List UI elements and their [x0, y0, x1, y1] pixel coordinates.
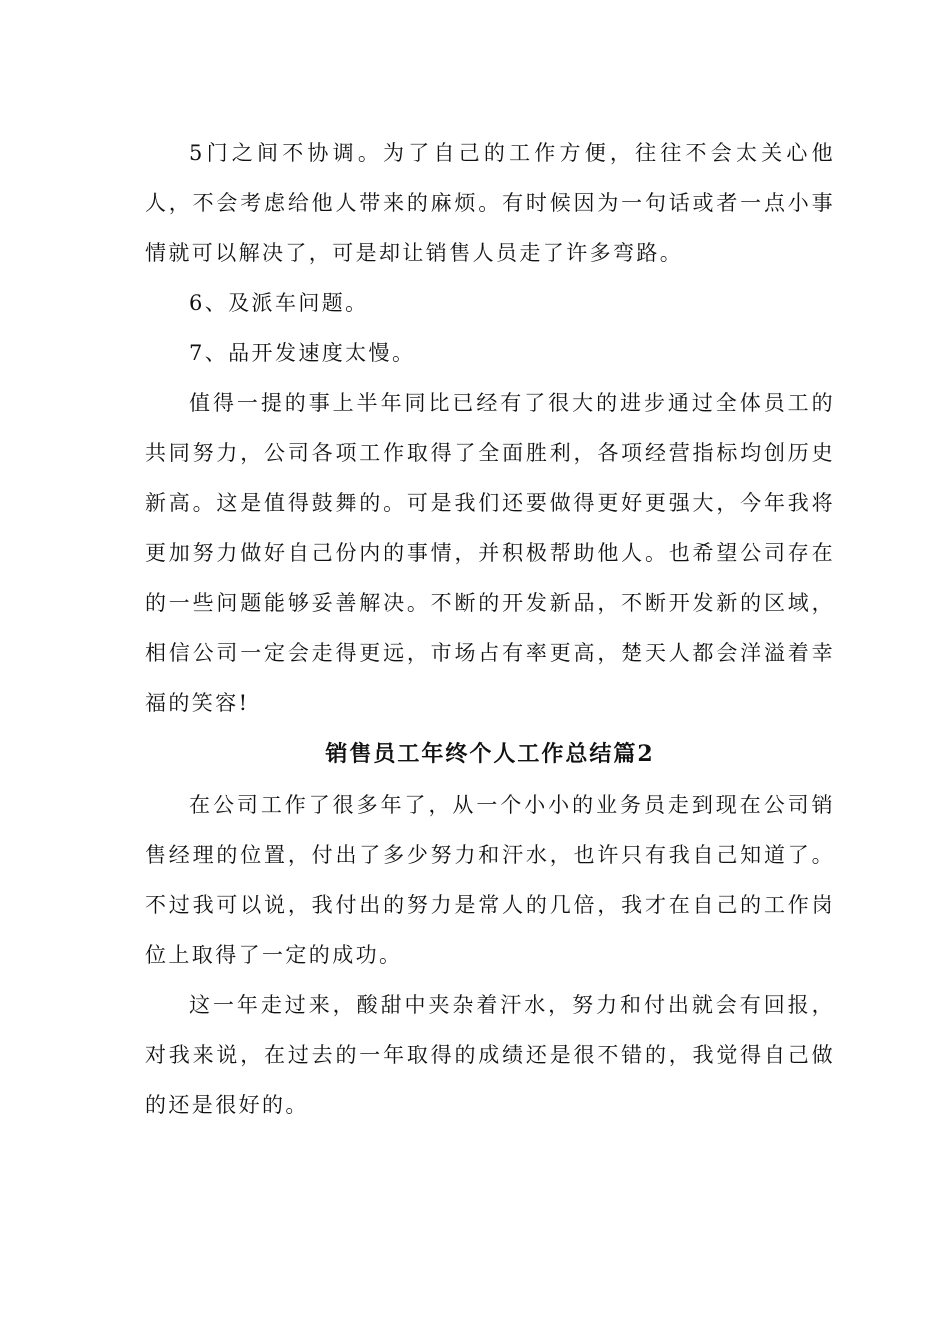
paragraph-progress: 值得一提的事上半年同比已经有了很大的进步通过全体员工的共同努力，公司各项工作取得了全面胜利，各项经营指标均创历史新高。这是值得鼓舞的。可是我们还要做得更好更强大，今年我将更加努力做好自己份内的事情，并积极帮助他人。也希望公司存在的一些问题能够妥善解决。不断的开发新品，不断开发新的区域，相信公司一定会走得更远，市场占有率更高，楚天人都会洋溢着幸福的笑容! — [145, 391, 835, 715]
paragraph-coordination: 5门之间不协调。为了自己的工作方便，往往不会太关心他人，不会考虑给他人带来的麻烦。有时候因为一句话或者一点小事情就可以解决了，可是却让销售人员走了许多弯路。 — [145, 141, 835, 265]
section-title: 销售员工年终个人工作总结篇2 — [325, 741, 655, 767]
paragraph-year-review: 这一年走过来，酸甜中夹杂着汗水，努力和付出就会有回报，对我来说，在过去的一年取得的成绩还是很不错的，我觉得自己做的还是很好的。 — [145, 993, 835, 1117]
paragraph-career: 在公司工作了很多年了，从一个小小的业务员走到现在公司销售经理的位置，付出了多少努力和汗水，也许只有我自己知道了。不过我可以说，我付出的努力是常人的几倍，我才在自己的工作岗位上取得了一定的成功。 — [145, 793, 835, 967]
paragraph-item-6: 6、及派车问题。 — [189, 291, 369, 315]
paragraph-item-7: 7、品开发速度太慢。 — [189, 341, 416, 365]
document-body — [145, 128, 835, 1130]
